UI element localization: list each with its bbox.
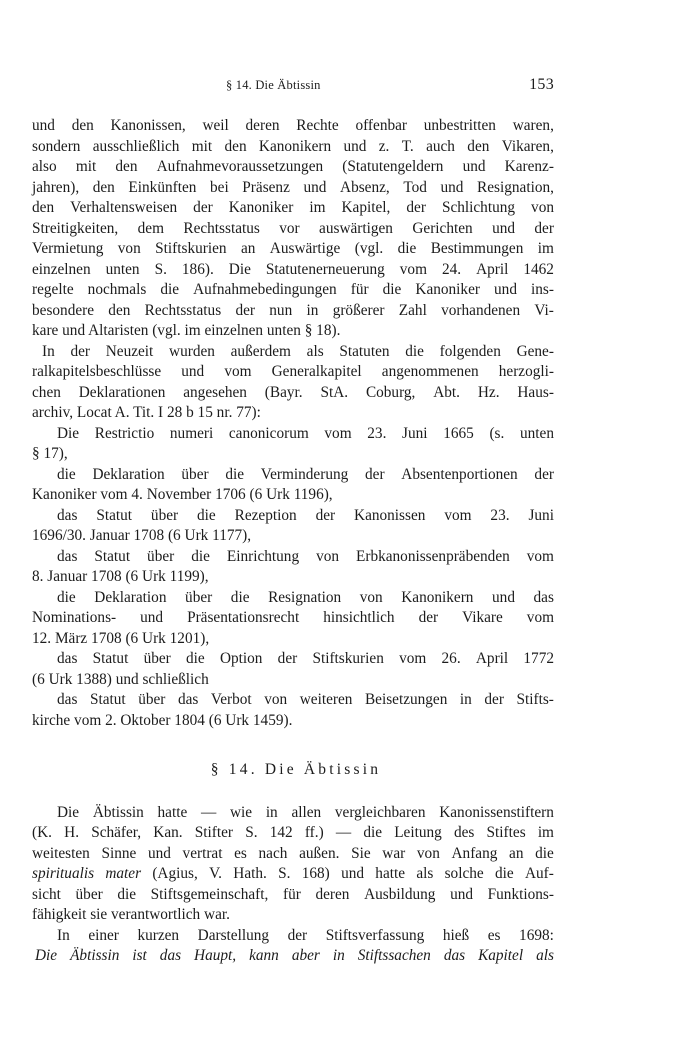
text-line: 8. Januar 1708 (6 Urk 1199), bbox=[32, 568, 209, 585]
text-line: regelte nochmals die Aufnahmebedingungen für die Kanoniker und ins- bbox=[32, 281, 554, 298]
text-line: 12. März 1708 (6 Urk 1201), bbox=[32, 629, 210, 647]
text-line: (6 Urk 1388) und schließlich bbox=[32, 670, 209, 688]
text-line: § 17), bbox=[32, 445, 68, 462]
running-head bbox=[82, 76, 554, 94]
text-line: sondern ausschließlich mit den Kanonikern und z. T. auch den Vikaren, bbox=[32, 137, 554, 155]
text-line: chen Deklarationen angesehen (Bayr. StA. Coburg, Abt. Hz. Haus- bbox=[32, 383, 554, 401]
text-line: Nominations- und Präsentationsrecht hinsichtlich der Vikare vom bbox=[32, 609, 554, 626]
text-line: das Statut über die Einrichtung von Erbkanonissenpräbenden vom bbox=[57, 547, 554, 565]
text-line: den Verhaltensweisen der Kanoniker im Kapitel, der Schlichtung von bbox=[32, 199, 554, 216]
text-line: In der Neuzeit wurden außerdem als Statuten die folgenden Gene- bbox=[42, 342, 554, 360]
text-line: die Deklaration über die Verminderung der Absentenportionen der bbox=[57, 465, 554, 483]
text-line: das Statut über die Rezeption der Kanonissen vom 23. Juni bbox=[57, 506, 554, 524]
text-line: die Deklaration über die Resignation von Kanonikern und das bbox=[57, 588, 554, 606]
statute-list bbox=[32, 424, 554, 732]
text-line: (K. H. Schäfer, Kan. Stifter S. 142 ff.) — die Leitung des Stiftes im bbox=[32, 824, 554, 841]
text-line: besondere den Rechtsstatus der nun in größerer Zahl vorhandenen Vi- bbox=[32, 301, 554, 319]
text-line: also mit den Aufnahmevoraussetzungen (Statutengeldern und Karenz- bbox=[32, 158, 554, 175]
text-line: das Statut über das Verbot von weiteren Beisetzungen in der Stifts- bbox=[57, 691, 554, 708]
text-line: Die Äbtissin hatte — wie in allen vergleichbaren Kanonissenstiftern bbox=[57, 803, 554, 821]
section-heading: § 14. Die Äbtissin bbox=[210, 761, 382, 778]
text-line: In einer kurzen Darstellung der Stiftsverfassung hieß es 1698: bbox=[57, 926, 554, 944]
text-line: Vermietung von Stiftskurien an Auswärtige (vgl. die Bestimmungen im bbox=[32, 240, 554, 257]
text-line: kirche vom 2. Oktober 1804 (6 Urk 1459). bbox=[32, 711, 293, 729]
text-line: archiv, Locat A. Tit. I 28 b 15 nr. 77): bbox=[32, 404, 261, 421]
text-line: sicht über die Stiftsgemeinschaft, für deren Ausbildung und Funktions- bbox=[32, 885, 554, 903]
paragraph-modern-statutes bbox=[32, 342, 554, 424]
running-head-title: § 14. Die Äbtissin bbox=[226, 78, 321, 92]
text-line: 1696/30. Januar 1708 (6 Urk 1177), bbox=[32, 527, 252, 544]
text-line: weitesten Sinne und vertrat es nach außen. Sie war von Anfang an die bbox=[32, 844, 554, 862]
text-line: jahren), den Einkünften bei Präsenz und Absenz, Tod und Resignation, bbox=[32, 178, 554, 196]
text-line: fähigkeit sie verantwortlich war. bbox=[32, 906, 230, 923]
text-line: kare und Altaristen (vgl. im einzelnen unten § 18). bbox=[32, 322, 341, 339]
text-line: das Statut über die Option der Stiftskurien vom 26. April 1772 bbox=[57, 650, 554, 667]
text-line: Kanoniker vom 4. November 1706 (6 Urk 1196), bbox=[32, 486, 333, 503]
paragraph-statute-contents bbox=[32, 116, 554, 342]
text-line: Die Restrictio numeri canonicorum vom 23. Juni 1665 (s. unten bbox=[57, 424, 554, 442]
text-line: Streitigkeiten, dem Rechtsstatus vor auswärtigen Gerichten und der bbox=[32, 219, 554, 237]
paragraph-abbess-duties bbox=[32, 803, 554, 926]
text-line: Die Äbtissin ist das Haupt, kann aber in Stiftssachen das Kapitel als bbox=[35, 947, 554, 964]
text-line: ralkapitelsbeschlüsse und vom Generalkapitel angenommenen herzogli- bbox=[32, 363, 554, 380]
text-line: und den Kanonissen, weil deren Rechte offenbar unbestritten waren, bbox=[32, 117, 554, 134]
page-number: 153 bbox=[529, 76, 554, 93]
text-line: spiritualis mater (Agius, V. Hath. S. 168) und hatte als solche die Auf- bbox=[32, 865, 554, 882]
body-text bbox=[32, 116, 554, 967]
paragraph-constitution-1698 bbox=[32, 926, 554, 967]
text-line: einzelnen unten S. 186). Die Statutenerneuerung vom 24. April 1462 bbox=[32, 260, 554, 278]
